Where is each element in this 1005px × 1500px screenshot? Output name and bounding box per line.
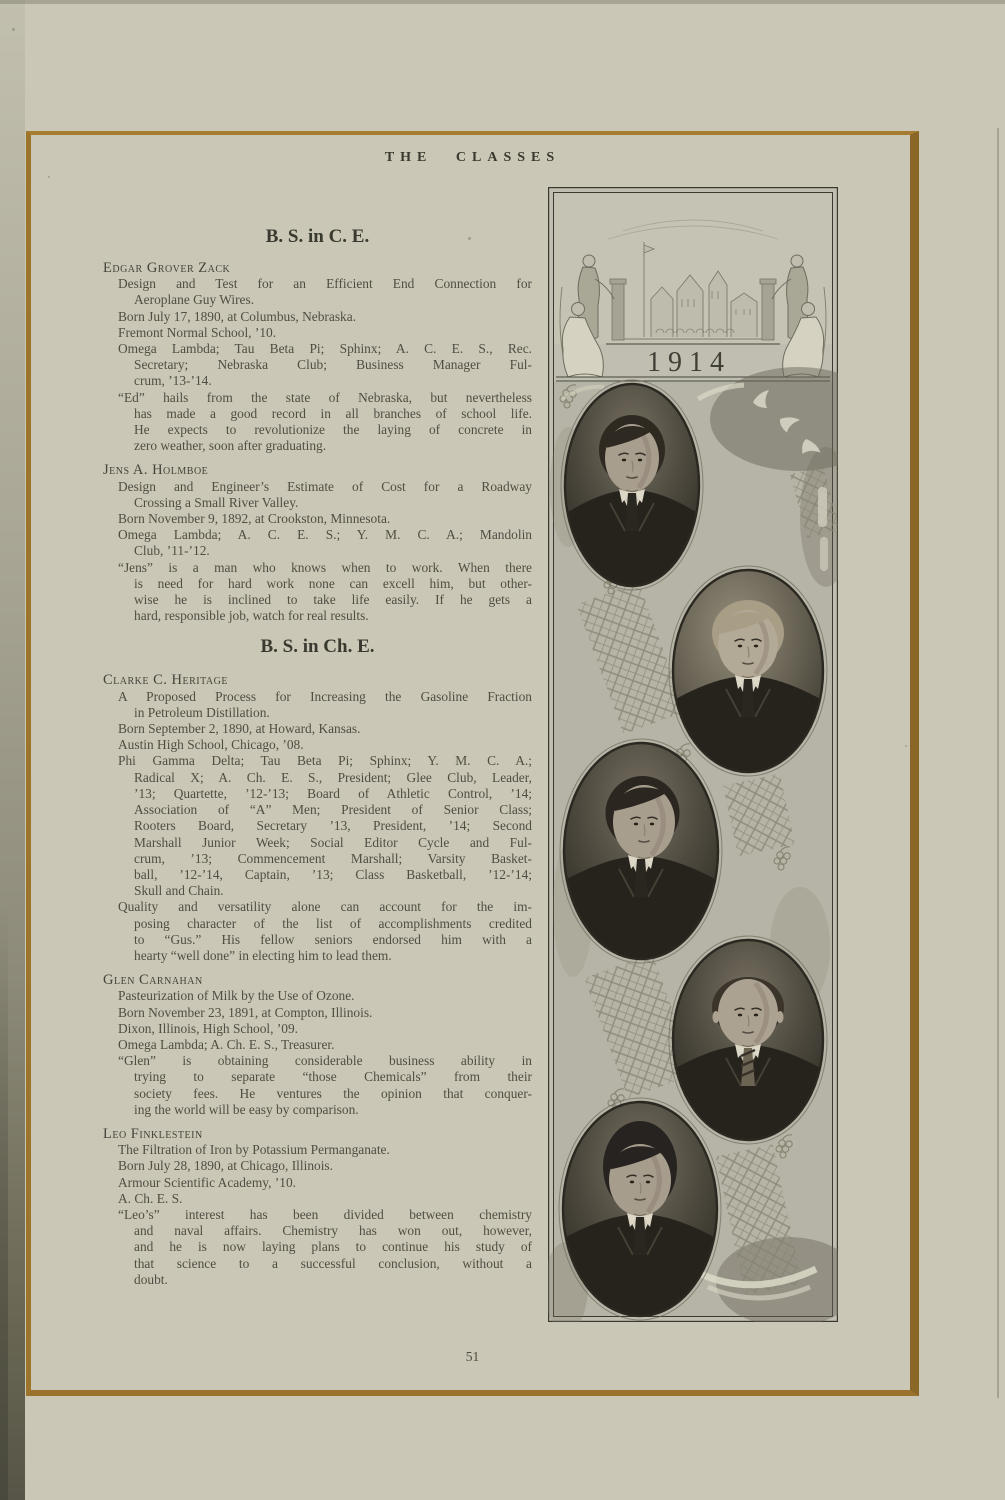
text-line: Association of “A” Men; President of Senior Class; [134,802,532,818]
text-line: A Proposed Process for Increasing the Gasoline Fraction [118,688,532,704]
dust-speck [12,28,15,31]
page-number: 51 [465,1349,480,1364]
text-line: Born November 9, 1892, at Crookston, Minnesota. [118,511,391,527]
text-line: “Jens” is a man who knows when to work. When there [118,559,532,575]
text-line: “Ed” hails from the state of Nebraska, but nevertheless [118,389,532,405]
text-line: Armour Scientific Academy, ’10. [118,1174,296,1190]
text-line: hard, responsible job, watch for real results. [134,608,369,624]
student-entry [103,462,532,624]
text-line: in Petroleum Distillation. [134,704,270,720]
text-line: has made a good record in all branches of school life. [134,405,532,421]
text-line: to “Gus.” His fellow seniors endorsed him with a [134,931,532,947]
text-line: He expects to revolutionize the laying of concrete in [134,422,532,438]
text-line: Design and Test for an Efficient End Connection for [118,276,532,292]
student-name: Leo Finklestein [103,1125,203,1142]
text-line: Omega Lambda; A. Ch. E. S., Treasurer. [118,1036,335,1052]
page-edge-line [997,128,999,1398]
text-line: Born July 17, 1890, at Columbus, Nebraska. [118,308,357,324]
degree-section-title: B. S. in Ch. E. [260,636,375,658]
book-edge-top [0,0,1005,4]
text-line: A. Ch. E. S. [118,1190,183,1206]
text-column [103,224,532,1296]
text-line: Omega Lambda; Tau Beta Pi; Sphinx; A. C. E. S., Rec. [118,341,532,357]
student-entry [103,1126,532,1288]
dust-speck [905,745,907,747]
text-line: Club, ’11-’12. [134,543,210,559]
text-line: trying to separate “those Chemicals” from their [134,1069,532,1085]
text-line: ’13; Quartette, ’12-’13; Board of Athletic Control, ’14; [134,785,532,801]
text-line: crum, ’13; Commencement Marshall; Varsity Basket- [134,850,532,866]
text-line: ball, ’12-’14, Captain, ’13; Class Basketball, ’12-’14; [134,866,532,882]
text-line: Fremont Normal School, ’10. [118,324,277,340]
student-name: Jens A. Holmboe [103,462,209,479]
degree-section-title: B. S. in C. E. [265,226,370,247]
dust-speck [48,176,50,178]
text-line: “Glen” is obtaining considerable business ability in [118,1053,532,1069]
text-line: The Filtration of Iron by Potassium Permanganate. [118,1142,390,1158]
text-line: Rooters Board, Secretary ’13, President, ’14; Second [134,818,532,834]
text-line: Austin High School, Chicago, ’08. [118,737,304,753]
book-edge-left-shadow [0,900,8,1500]
dust-speck [468,237,471,240]
text-line: Born September 2, 1890, at Howard, Kansas. [118,721,361,737]
student-name: Edgar Grover Zack [103,260,231,276]
student-entry [103,260,532,454]
text-line: Pasteurization of Milk by the Use of Ozone. [118,988,355,1004]
text-line: is need for hard work none can excell him, but other- [134,575,532,591]
text-line: Crossing a Small River Valley. [134,494,299,510]
photo-panel [548,187,838,1322]
student-entry [103,672,532,964]
text-line: Born November 23, 1891, at Compton, Illinois. [118,1004,373,1020]
text-line: hearty “well done” in electing him to lead them. [134,947,392,963]
text-line: Marshall Junior Week; Social Editor Cycle and Ful- [134,834,532,850]
text-line: Radical X; A. Ch. E. S., President; Glee Club, Leader, [134,769,532,785]
text-line: Secretary; Nebraska Club; Business Manager Ful- [134,357,532,373]
text-line: that science to a successful conclusion, without a [134,1255,532,1271]
text-line: ing the world will be easy by comparison. [134,1101,359,1117]
text-line: Design and Engineer’s Estimate of Cost for a Roadway [118,478,532,494]
text-line: Phi Gamma Delta; Tau Beta Pi; Sphinx; Y. M. C. A.; [118,753,532,769]
text-line: Born July 28, 1890, at Chicago, Illinois. [118,1158,333,1174]
text-line: Quality and versatility alone can account for the im- [118,899,532,915]
campus-illustration [554,193,832,381]
text-line: society fees. He ventures the opinion that conquer- [134,1085,532,1101]
text-line: zero weather, soon after graduating. [134,438,327,454]
text-line: wise he is inclined to take life easily. If he gets a [134,592,532,608]
text-line: Omega Lambda; A. C. E. S.; Y. M. C. A.; Mandolin [118,527,532,543]
year-label: 1914 [647,347,731,378]
student-name: Clarke C. Heritage [103,672,228,689]
text-line: doubt. [134,1271,168,1287]
text-line: “Leo’s” interest has been divided between chemistry [118,1206,532,1222]
text-line: and naval affairs. Chemistry has won out, however, [134,1223,532,1239]
text-line: Dixon, Illinois, High School, ’09. [118,1020,299,1036]
student-entry [103,972,532,1118]
text-line: posing character of the list of accomplishments credited [134,915,532,931]
student-name: Glen Carnahan [103,972,203,989]
text-line: Aeroplane Guy Wires. [134,292,255,308]
text-line: Skull and Chain. [134,883,224,899]
running-header: THE CLASSES [384,150,561,165]
text-line: and he is now laying plans to continue his study of [134,1239,532,1255]
text-line: crum, ’13-’14. [134,373,212,389]
